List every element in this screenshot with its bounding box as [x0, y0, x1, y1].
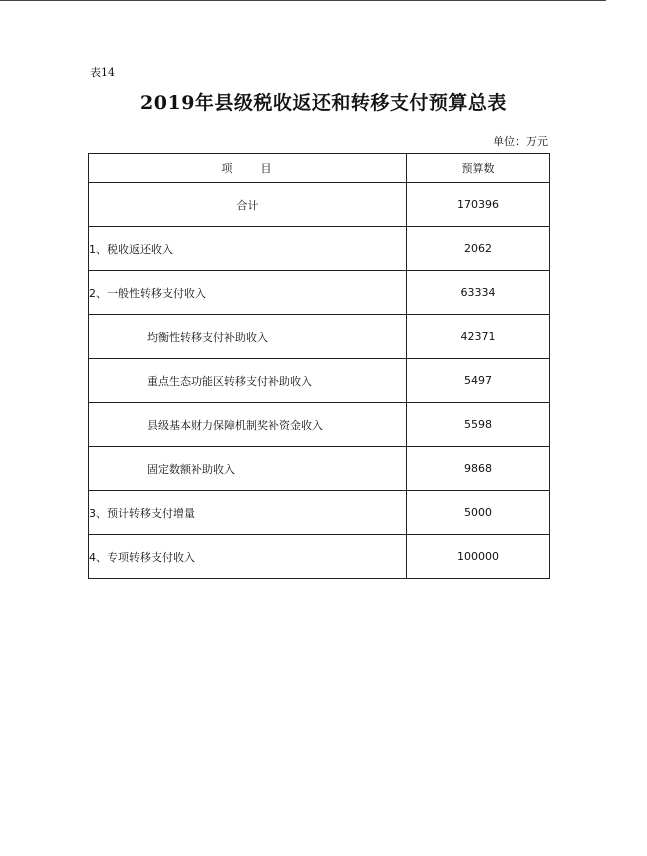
row-amount: 5598 — [407, 403, 550, 447]
row-item: 1、税收返还收入 — [89, 227, 407, 271]
row-amount: 9868 — [407, 447, 550, 491]
budget-table — [88, 153, 550, 579]
table-row — [89, 403, 550, 447]
row-amount: 100000 — [407, 535, 550, 579]
row-item: 2、一般性转移支付收入 — [89, 271, 407, 315]
row-item: 县级基本财力保障机制奖补资金收入 — [89, 403, 407, 447]
row-item: 重点生态功能区转移支付补助收入 — [89, 359, 407, 403]
row-amount: 5000 — [407, 491, 550, 535]
row-amount: 63334 — [407, 271, 550, 315]
table-row — [89, 227, 550, 271]
row-item: 4、专项转移支付收入 — [89, 535, 407, 579]
table-row — [89, 315, 550, 359]
header-amount: 预算数 — [407, 154, 550, 183]
row-amount: 170396 — [407, 183, 550, 227]
row-amount: 5497 — [407, 359, 550, 403]
table-number-label: 表14 — [90, 66, 115, 79]
unit-label: 单位：万元 — [493, 135, 548, 148]
table-row-total — [89, 183, 550, 227]
row-amount: 42371 — [407, 315, 550, 359]
table-row — [89, 359, 550, 403]
row-item: 均衡性转移支付补助收入 — [89, 315, 407, 359]
table-row — [89, 491, 550, 535]
header-item: 项 目 — [89, 154, 407, 183]
row-item: 固定数额补助收入 — [89, 447, 407, 491]
table-row — [89, 447, 550, 491]
row-item: 3、预计转移支付增量 — [89, 491, 407, 535]
table-row — [89, 271, 550, 315]
top-border-line — [0, 0, 606, 1]
table-header-row — [89, 154, 550, 183]
document-title: 2019年县级税收返还和转移支付预算总表 — [140, 92, 507, 114]
row-amount: 2062 — [407, 227, 550, 271]
table-row — [89, 535, 550, 579]
row-item: 合计 — [89, 183, 407, 227]
